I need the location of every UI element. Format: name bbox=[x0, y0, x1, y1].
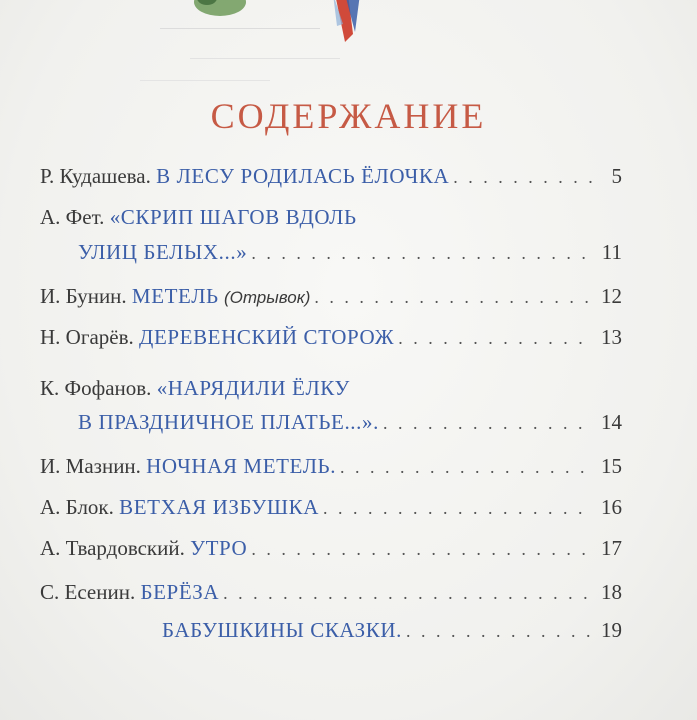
page-title: СОДЕРЖАНИЕ bbox=[210, 96, 487, 136]
dot-leader bbox=[406, 621, 592, 642]
entry-page-number: 19 bbox=[601, 618, 622, 642]
dot-leader bbox=[383, 413, 592, 434]
toc-entry[interactable] bbox=[40, 536, 622, 561]
toc-entry[interactable] bbox=[40, 376, 622, 401]
entry-page-number: 18 bbox=[601, 580, 622, 604]
dot-leader bbox=[251, 539, 592, 560]
toc-entry[interactable] bbox=[40, 454, 622, 479]
entry-title: В ЛЕСУ РОДИЛАСЬ ЁЛОЧКА bbox=[156, 164, 450, 188]
dot-leader bbox=[223, 583, 592, 604]
entry-title: БЕРЁЗА bbox=[140, 580, 220, 604]
entry-title: «НАРЯДИЛИ ЁЛКУ bbox=[156, 376, 350, 400]
entry-author: С. Есенин. bbox=[40, 580, 136, 604]
entry-title: ДЕРЕВЕНСКИЙ СТОРОЖ bbox=[139, 325, 395, 349]
dot-leader bbox=[398, 328, 592, 349]
toc-entry[interactable] bbox=[40, 284, 622, 309]
entry-author: Р. Кудашева. bbox=[40, 164, 151, 188]
entry-title: УТРО bbox=[190, 536, 248, 560]
dot-leader bbox=[251, 243, 592, 264]
entry-author: Н. Огарёв. bbox=[40, 325, 134, 349]
entry-page-number: 16 bbox=[601, 495, 622, 519]
entry-note: (Отрывок) bbox=[223, 288, 311, 307]
entry-title: НОЧНАЯ МЕТЕЛЬ. bbox=[146, 454, 337, 478]
dot-leader bbox=[314, 287, 592, 308]
entry-page-number: 15 bbox=[601, 454, 622, 478]
entry-page-number: 11 bbox=[601, 240, 622, 264]
entry-title-continued: В ПРАЗДНИЧНОЕ ПЛАТЬЕ...». bbox=[78, 410, 379, 434]
entry-title: БАБУШКИНЫ СКАЗКИ. bbox=[162, 618, 403, 642]
entry-author: А. Фет. bbox=[40, 205, 105, 229]
toc-entry[interactable] bbox=[40, 164, 622, 189]
toc-entry-continuation[interactable] bbox=[78, 240, 622, 265]
entry-title: «СКРИП ШАГОВ ВДОЛЬ bbox=[109, 205, 357, 229]
dot-leader bbox=[323, 498, 592, 519]
dot-leader bbox=[453, 167, 592, 188]
entry-page-number: 5 bbox=[611, 164, 622, 188]
entry-title: ВЕТХАЯ ИЗБУШКА bbox=[119, 495, 320, 519]
entry-page-number: 12 bbox=[601, 284, 622, 308]
entry-author: К. Фофанов. bbox=[40, 376, 152, 400]
entry-title: МЕТЕЛЬ bbox=[131, 284, 219, 308]
toc-entry[interactable] bbox=[40, 205, 622, 230]
toc-entry[interactable] bbox=[40, 325, 622, 350]
entry-author: А. Блок. bbox=[40, 495, 114, 519]
toc-entry[interactable] bbox=[40, 495, 622, 520]
entry-page-number: 13 bbox=[601, 325, 622, 349]
entry-author: А. Твардовский. bbox=[40, 536, 185, 560]
entry-page-number: 17 bbox=[601, 536, 622, 560]
entry-title-continued: УЛИЦ БЕЛЫХ...» bbox=[78, 240, 248, 264]
entry-page-number: 14 bbox=[601, 410, 622, 434]
entry-author: И. Бунин. bbox=[40, 284, 127, 308]
entry-author: И. Мазнин. bbox=[40, 454, 141, 478]
dot-leader bbox=[340, 457, 592, 478]
toc-entry[interactable] bbox=[162, 618, 622, 643]
toc-entry-continuation[interactable] bbox=[78, 410, 622, 435]
toc-entry[interactable] bbox=[40, 580, 622, 605]
